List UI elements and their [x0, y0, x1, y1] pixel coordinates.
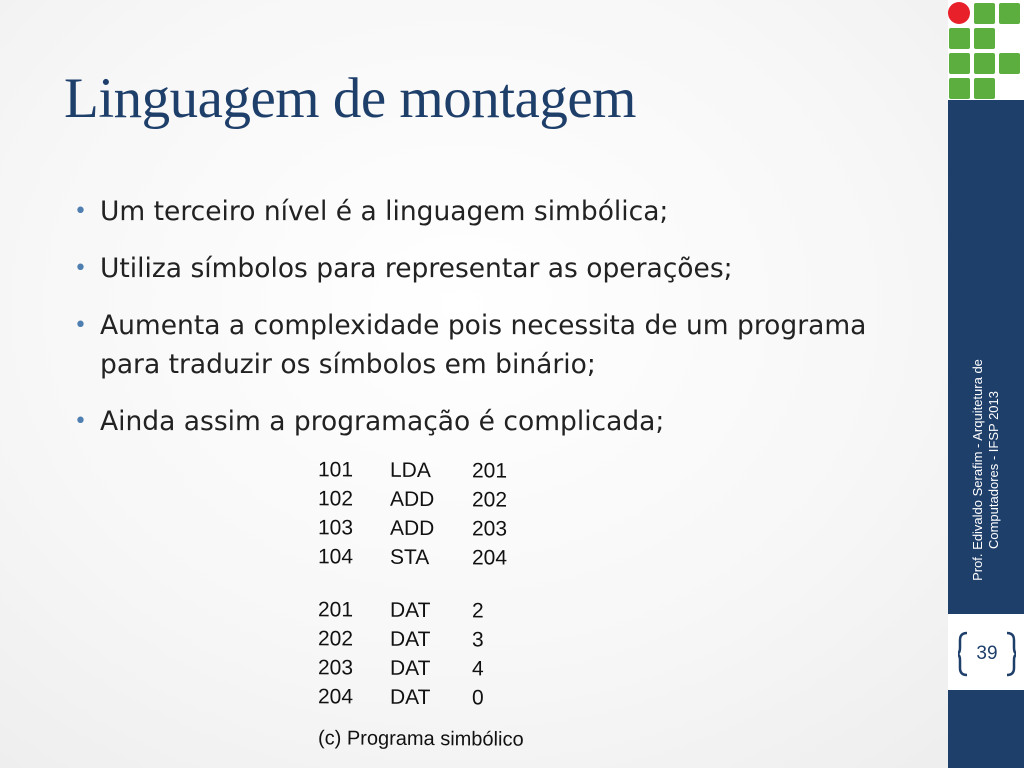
bullet-item: [74, 192, 894, 231]
address-cell: 201: [318, 598, 354, 622]
logo-square: [999, 3, 1020, 24]
bullet-item: [74, 249, 894, 288]
table-row: [318, 484, 528, 514]
logo-square: [949, 53, 970, 74]
bullet-text: Um terceiro nível é a linguagem simbólica;: [100, 196, 669, 227]
opcode-cell: LDA: [390, 458, 431, 483]
table-row: [318, 513, 528, 543]
address-cell: 204: [318, 685, 354, 709]
address-cell: 202: [318, 627, 354, 651]
bullet-text: Utiliza símbolos para representar as operações;: [100, 253, 733, 284]
bullet-item: [74, 402, 894, 441]
bullet-text: Ainda assim a programação é complicada;: [100, 406, 665, 437]
logo-square: [974, 28, 995, 49]
opcode-cell: ADD: [390, 487, 435, 512]
opcode-cell: DAT: [390, 598, 431, 623]
page-number-box: [958, 630, 1016, 678]
bullet-dot-icon: •: [74, 409, 87, 434]
address-cell: 104: [318, 545, 354, 569]
slide-title: Linguagem de montagem: [64, 67, 636, 130]
operand-cell: 0: [472, 686, 484, 710]
bullet-list: [74, 192, 894, 459]
opcode-cell: DAT: [390, 656, 431, 681]
data-table: [318, 595, 528, 712]
address-cell: 203: [318, 656, 354, 680]
figure-caption: (c) Programa simbólico: [317, 727, 524, 751]
opcode-cell: DAT: [390, 627, 431, 652]
address-cell: 103: [318, 516, 354, 540]
table-row: [318, 542, 528, 572]
symbolic-program-figure: [318, 456, 588, 768]
operand-cell: 202: [472, 488, 508, 512]
bullet-item: [74, 306, 894, 384]
operand-cell: 201: [472, 459, 508, 483]
logo-square: [974, 3, 995, 24]
logo-square: [949, 78, 970, 99]
operand-cell: 203: [472, 517, 508, 541]
operand-cell: 3: [472, 628, 484, 652]
opcode-cell: DAT: [390, 685, 431, 710]
opcode-cell: STA: [390, 545, 430, 570]
program-table: [318, 455, 528, 572]
opcode-cell: ADD: [390, 516, 435, 541]
bullet-dot-icon: •: [74, 199, 87, 224]
operand-cell: 2: [472, 599, 484, 623]
ifsp-logo-icon: [948, 0, 1024, 100]
logo-square: [949, 28, 970, 49]
logo-red-dot: [948, 2, 970, 24]
operand-cell: 204: [472, 546, 508, 570]
operand-cell: 4: [472, 657, 484, 681]
table-row: [318, 624, 528, 654]
logo-square: [999, 53, 1020, 74]
footer-text: Prof. Edivaldo Serafim - Arquitetura de Computadores - IFSP 2013: [970, 359, 1001, 581]
bullet-text: Aumenta a complexidade pois necessita de um programa para traduzir os símbolos em binário;: [100, 310, 867, 380]
table-row: [318, 653, 528, 683]
table-row: [318, 455, 528, 485]
table-row: [318, 595, 528, 625]
address-cell: 101: [318, 458, 354, 482]
bullet-dot-icon: •: [74, 313, 87, 338]
table-row: [318, 682, 528, 712]
bullet-dot-icon: •: [74, 256, 87, 281]
logo-square: [974, 53, 995, 74]
address-cell: 102: [318, 487, 354, 511]
logo-square: [974, 78, 995, 99]
page-number: 39: [976, 643, 998, 664]
